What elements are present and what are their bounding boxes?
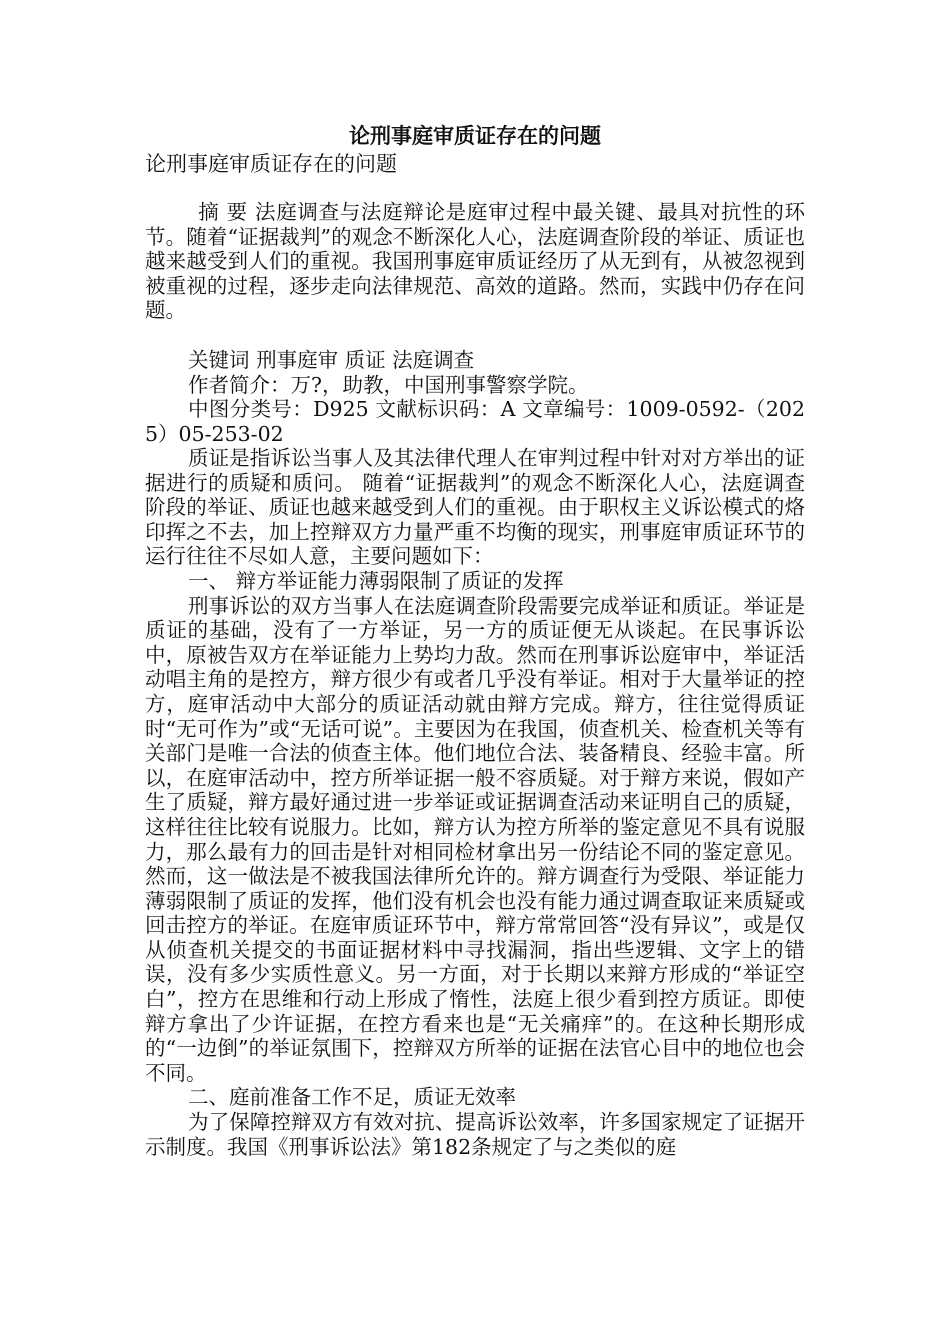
- keywords-line: 关键词 刑事庭审 质证 法庭调查: [188, 348, 475, 372]
- classification-line: 中图分类号：D925 文献标识码：A 文章编号：1009-0592-（2025）05-253-02: [145, 397, 805, 446]
- abstract-paragraph: 摘 要 法庭调查与法庭辩论是庭审过程中最关键、最具对抗性的环节。随着“证据裁判”的观念不断深化人心，法庭调查阶段的举证、质证也越来越受到人们的重视。我国刑事庭审质证经历了从无到有，从被忽视到被重视的过程，逐步走向法律规范、高效的道路。然而，实践中仍存在问题。: [145, 200, 805, 323]
- section-heading: 二、庭前准备工作不足，质证无效率: [188, 1085, 517, 1110]
- body-paragraph: 为了保障控辩双方有效对抗、提高诉讼效率，许多国家规定了证据开示制度。我国《刑事诉讼法》第182条规定了与之类似的庭: [145, 1110, 805, 1159]
- document-title: 论刑事庭审质证存在的问题: [349, 123, 601, 148]
- section-heading: 一、 辩方举证能力薄弱限制了质证的发挥: [188, 568, 564, 593]
- body-paragraph: 质证是指诉讼当事人及其法律代理人在审判过程中针对对方举出的证据进行的质疑和质问。 随着“证据裁判”的观念不断深化人心，法庭调查阶段的举证、质证也越来越受到人们的重视。由于职权主义诉讼模式的烙印挥之不去，加上控辩双方力量严重不均衡的现实，刑事庭审质证环节的运行往往不尽如人意，主要问题如下：: [145, 446, 805, 569]
- article-meta: [145, 348, 805, 446]
- document-subtitle: 论刑事庭审质证存在的问题: [145, 152, 397, 176]
- article-body: [145, 446, 805, 1159]
- body-paragraph: 刑事诉讼的双方当事人在法庭调查阶段需要完成举证和质证。举证是质证的基础，没有了一方举证，另一方的质证便无从谈起。在民事诉讼中，原被告双方在举证能力上势均力敌。然而在刑事诉讼庭审中，举证活动唱主角的是控方，辩方很少有或者几乎没有举证。相对于大量举证的控方，庭审活动中大部分的质证活动就由辩方完成。辩方，往往觉得质证时“无可作为”或“无话可说”。主要因为在我国，侦查机关、检查机关等有关部门是唯一合法的侦查主体。他们地位合法、装备精良、经验丰富。所以，在庭审活动中，控方所举证据一般不容质疑。对于辩方来说，假如产生了质疑，辩方最好通过进一步举证或证据调查活动来证明自己的质疑，这样往往比较有说服力。比如，辩方认为控方所举的鉴定意见不具有说服力，那么最有力的回击是针对相同检材拿出另一份结论不同的鉴定意见。然而，这一做法是不被我国法律所允许的。辩方调查行为受限、举证能力薄弱限制了质证的发挥，他们没有机会也没有能力通过调查取证来质疑或回击控方的举证。在庭审质证环节中，辩方常常回答“没有异议”，或是仅从侦查机关提交的书面证据材料中寻找漏洞，指出些逻辑、文字上的错误，没有多少实质性意义。另一方面，对于长期以来辩方形成的“举证空白”，控方在思维和行动上形成了惰性，法庭上很少看到控方质证。即使辩方拿出了少许证据，在控方看来也是“无关痛痒”的。在这种长期形成的“一边倒”的举证氛围下，控辩双方所举的证据在法官心目中的地位也会不同。: [145, 593, 805, 1085]
- author-line: 作者简介：万?，助教，中国刑事警察学院。: [188, 372, 589, 397]
